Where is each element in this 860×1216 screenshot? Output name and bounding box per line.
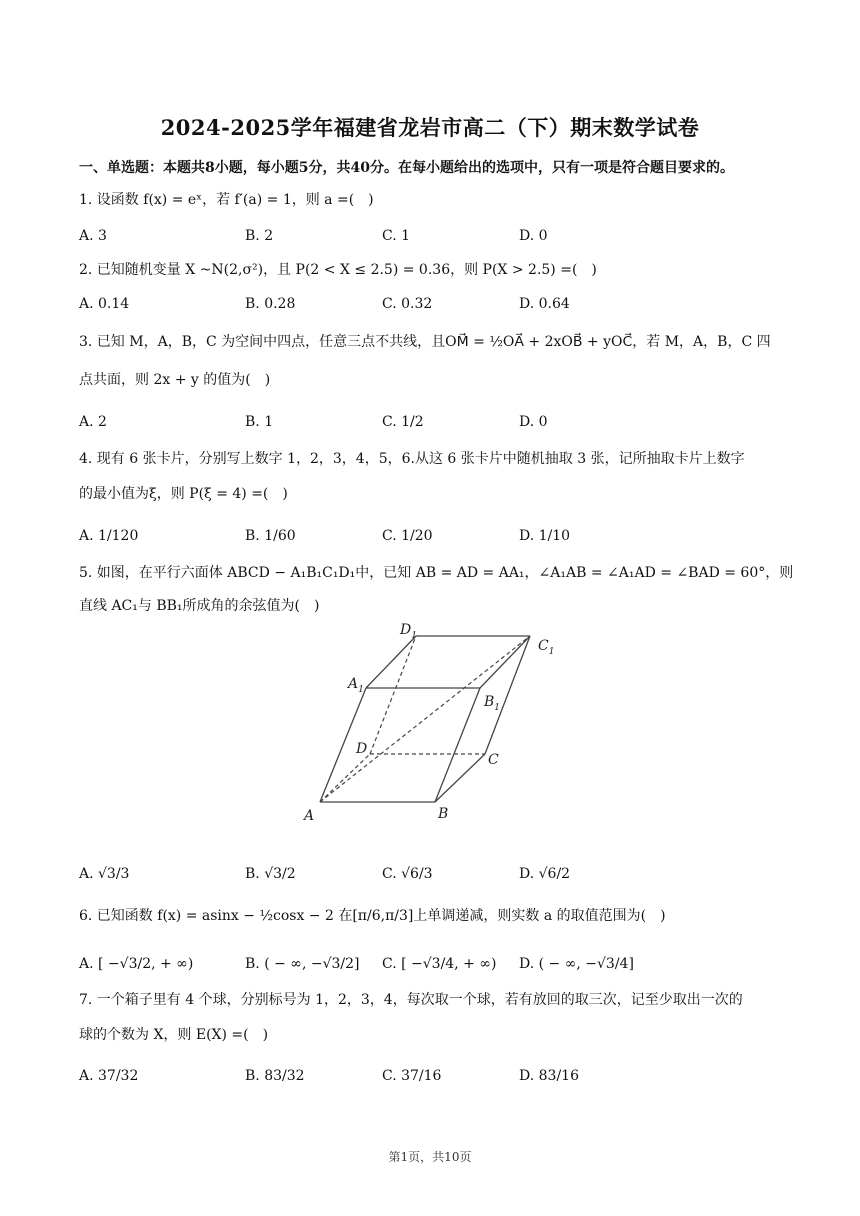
q6-option-d: D. ( − ∞, −√3/4] (519, 956, 634, 972)
q2-option-a: A. 0.14 (79, 296, 130, 312)
label-b: B (438, 806, 449, 822)
q7-option-d: D. 83/16 (519, 1068, 579, 1084)
question-6-stem: 6. 已知函数 f(x) = asinx − ½cosx − 2 在[π/6,π/3]上单调递减，则实数 a 的取值范围为( ) (79, 908, 666, 924)
question-7-stem-line-2: 球的个数为 X，则 E(X) =( ) (79, 1027, 269, 1043)
q1-option-d: D. 0 (519, 228, 548, 244)
q7-option-c: C. 37/16 (382, 1068, 442, 1084)
q3-option-c: C. 1/2 (382, 414, 424, 430)
question-5-stem-line-1: 5. 如图，在平行六面体 ABCD − A₁B₁C₁D₁中，已知 AB = AD = AA₁，∠A₁AB = ∠A₁AD = ∠BAD = 60°，则 (79, 565, 794, 581)
label-d1: $D_1$ (400, 622, 417, 641)
edge-d1-a1 (366, 636, 416, 688)
question-1-stem: 1. 设函数 f(x) = eˣ，若 f′(a) = 1，则 a =( ) (79, 192, 374, 208)
section-header: 一、单选题：本题共8小题，每小题5分，共40分。在每小题给出的选项中，只有一项是符合题目要求的。 (79, 160, 734, 176)
q1-option-b: B. 2 (245, 228, 274, 244)
q5-option-d: D. √6/2 (519, 866, 571, 882)
q5-option-c: C. √6/3 (382, 866, 433, 882)
q4-option-b: B. 1/60 (245, 528, 296, 544)
label-a1: $A_1$ (348, 676, 364, 695)
q3-option-d: D. 0 (519, 414, 548, 430)
label-a: A (304, 808, 315, 824)
label-b1: $B_1$ (484, 694, 501, 713)
q1-option-a: A. 3 (79, 228, 107, 244)
label-c: C (488, 752, 499, 768)
q4-option-d: D. 1/10 (519, 528, 571, 544)
q6-option-a: A. [ −√3/2, + ∞) (79, 956, 194, 972)
page-title: 2024-2025学年福建省龙岩市高二（下）期末数学试卷 (160, 115, 700, 140)
edge-d-d1-hidden (370, 636, 416, 754)
q6-option-b: B. ( − ∞, −√3/2] (245, 956, 360, 972)
q2-option-b: B. 0.28 (245, 296, 296, 312)
question-4-stem-line-1: 4. 现有 6 张卡片，分别写上数字 1，2，3，4，5，6.从这 6 张卡片中随机抽取 3 张，记所抽取卡片上数字 (79, 451, 745, 467)
q3-option-b: B. 1 (245, 414, 274, 430)
question-2-stem: 2. 已知随机变量 X ~N(2,σ²)，且 P(2 < X ≤ 2.5) = 0.36，则 P(X > 2.5) =( ) (79, 262, 597, 278)
q7-option-b: B. 83/32 (245, 1068, 305, 1084)
q2-option-c: C. 0.32 (382, 296, 433, 312)
question-7-stem-line-1: 7. 一个箱子里有 4 个球，分别标号为 1，2，3，4，每次取一个球，若有放回的取三次，记至少取出一次的 (79, 992, 743, 1008)
label-d: D (356, 741, 368, 757)
question-5-stem-line-2: 直线 AC₁与 BB₁所成角的余弦值为( ) (79, 598, 320, 614)
edge-b-c (435, 754, 485, 802)
q3-option-a: A. 2 (79, 414, 107, 430)
q2-option-d: D. 0.64 (519, 296, 570, 312)
question-4-stem-line-2: 的最小值为ξ，则 P(ξ = 4) =( ) (79, 486, 288, 502)
label-c1: $C_1$ (538, 638, 555, 657)
q5-option-b: B. √3/2 (245, 866, 296, 882)
page-footer: 第1页，共10页 (388, 1150, 472, 1164)
edge-b1-c1 (480, 636, 530, 688)
q1-option-c: C. 1 (382, 228, 411, 244)
question-3-stem-line-1: 3. 已知 M，A，B，C 为空间中四点，任意三点不共线，且OM⃗ = ½OA⃗ + 2xOB⃗ + yOC⃗，若 M，A，B，C 四 (79, 334, 771, 350)
q4-option-c: C. 1/20 (382, 528, 433, 544)
parallelepiped-figure (290, 612, 580, 827)
q5-option-a: A. √3/3 (79, 866, 130, 882)
q7-option-a: A. 37/32 (79, 1068, 139, 1084)
edge-a-d-hidden (320, 754, 370, 802)
q4-option-a: A. 1/120 (79, 528, 139, 544)
question-3-stem-line-2: 点共面，则 2x + y 的值为( ) (79, 372, 271, 388)
q6-option-c: C. [ −√3/4, + ∞) (382, 956, 497, 972)
